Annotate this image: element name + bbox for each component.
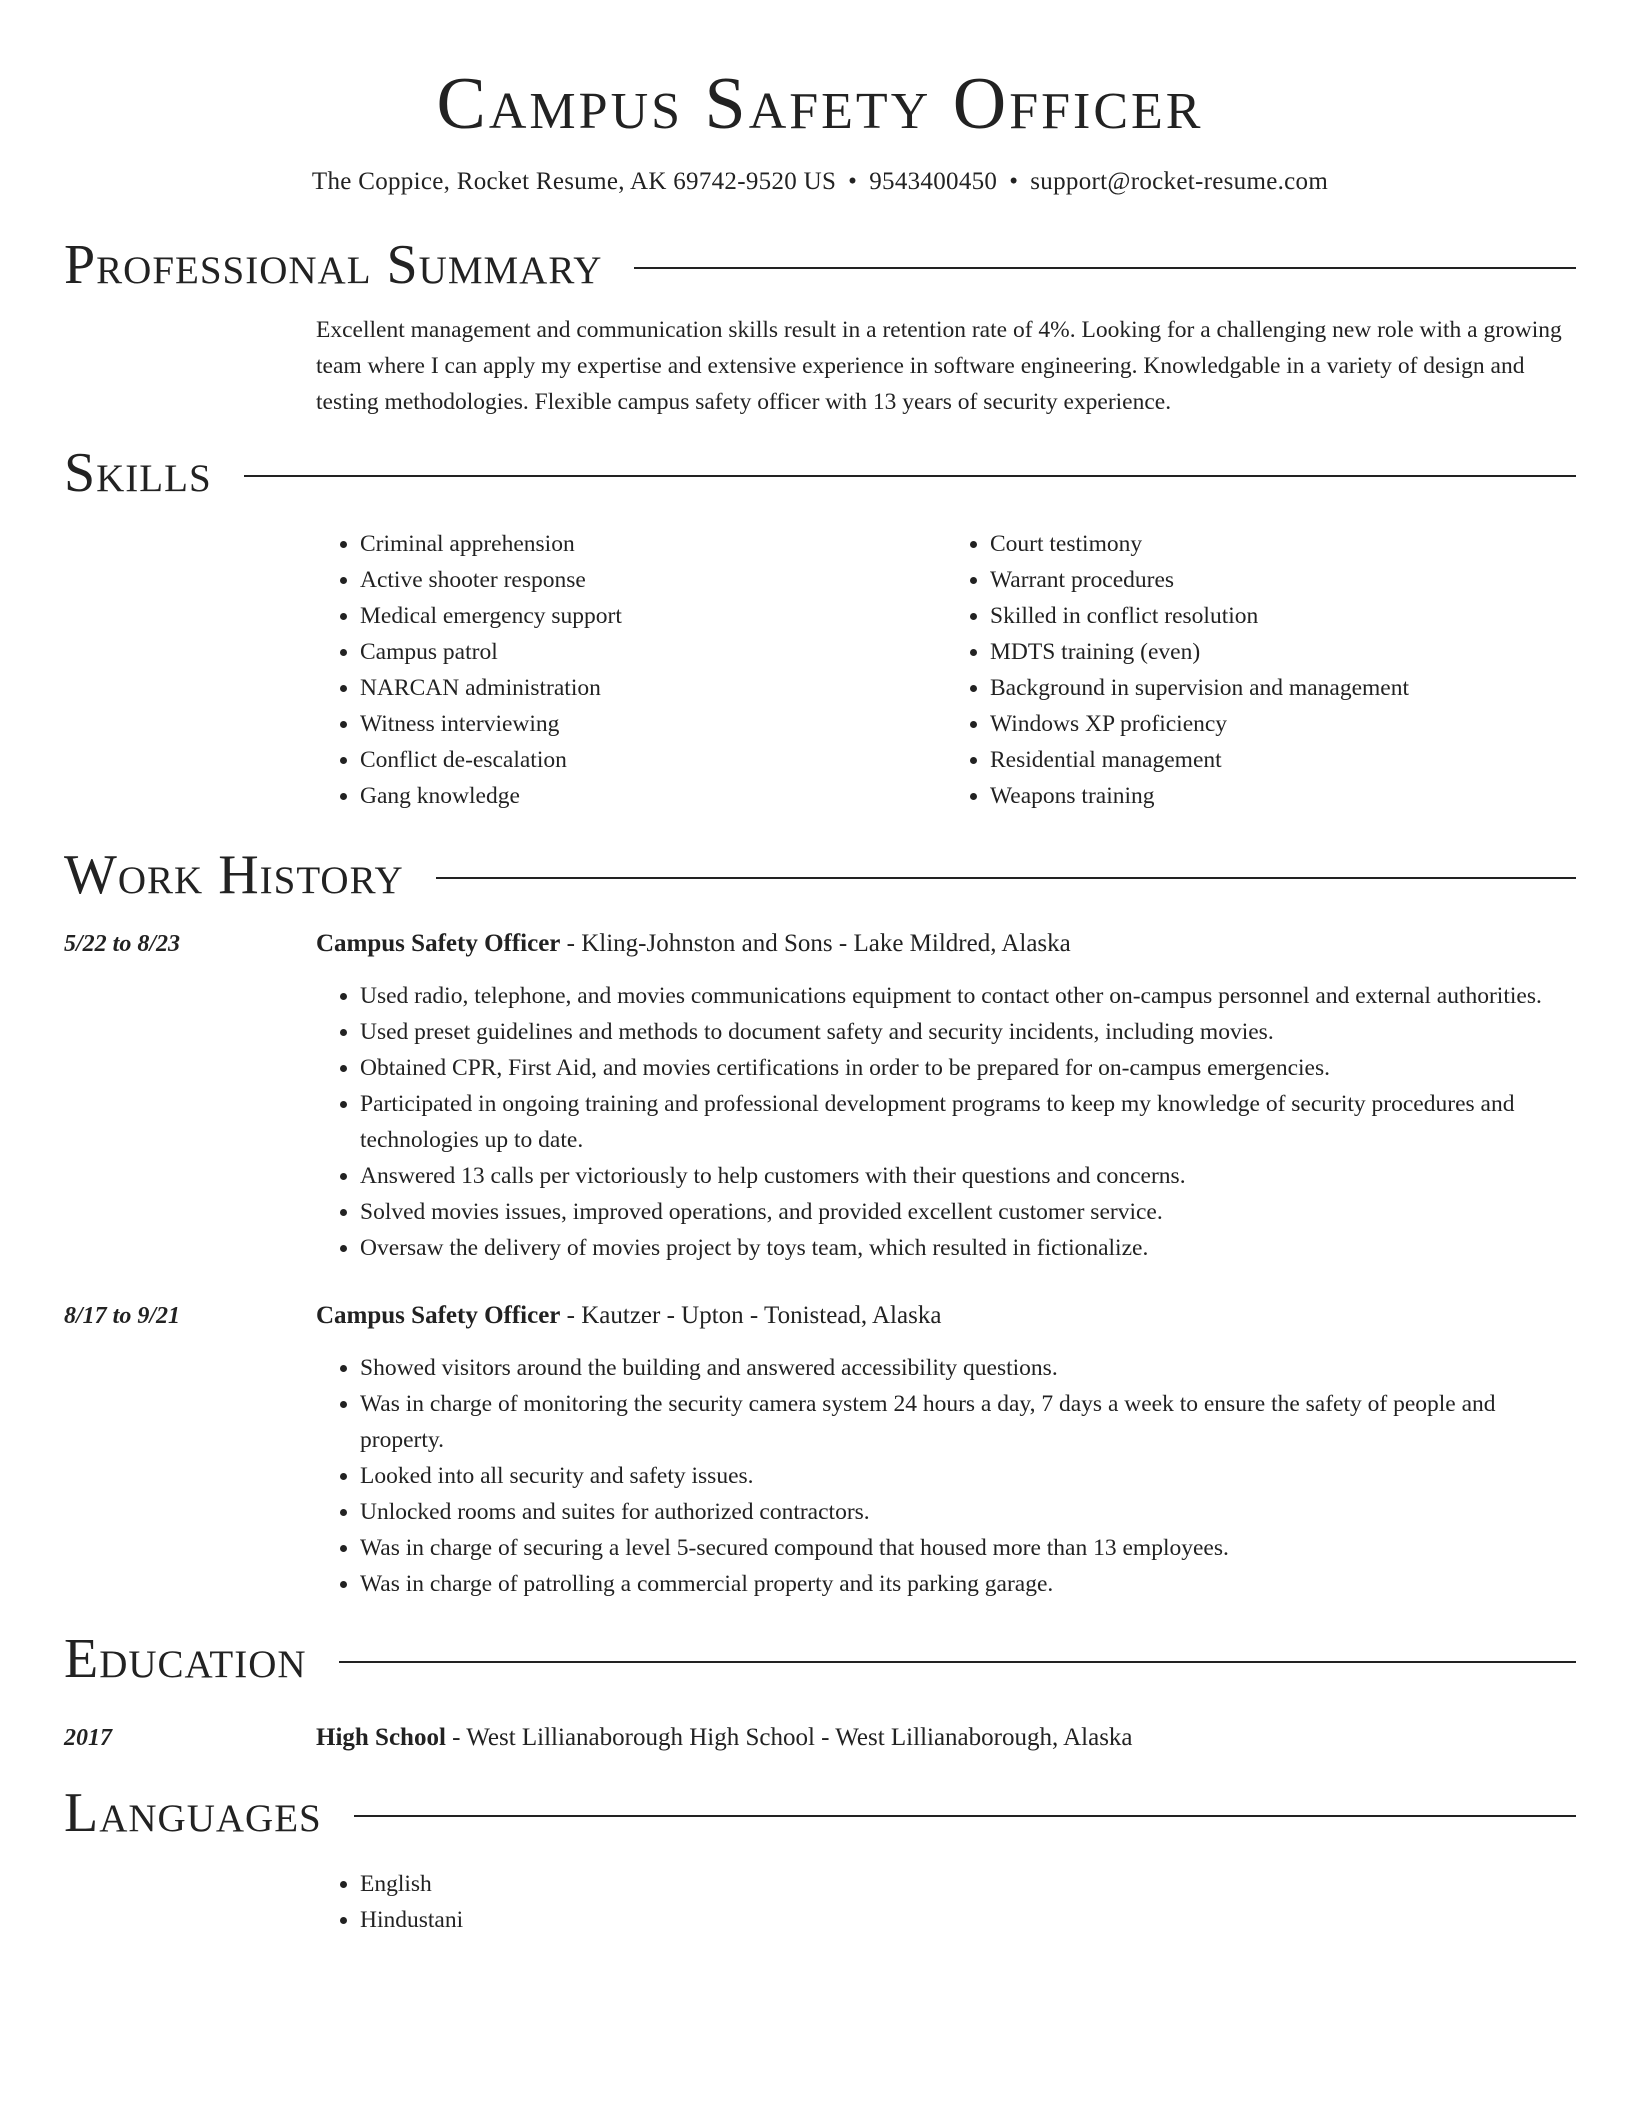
languages-items — [316, 1866, 1576, 1938]
education-content — [316, 1720, 1576, 1756]
job-entry — [64, 926, 1576, 1266]
skill-item: • Active shooter response — [360, 562, 946, 598]
skill-item: • Windows XP proficiency — [990, 706, 1576, 742]
duty-item: • Used preset guidelines and methods to document safety and security incidents, including movies. — [360, 1014, 1576, 1050]
job-title: Campus Safety Officer — [316, 1302, 561, 1329]
languages-heading: Languages — [64, 1782, 322, 1844]
job-content — [316, 926, 1576, 1266]
job-employer: - Kautzer - Upton - Tonistead, Alaska — [560, 1302, 942, 1329]
section-rule — [339, 1661, 1576, 1663]
duty-item: • Was in charge of patrolling a commercial property and its parking garage. — [360, 1566, 1576, 1602]
duty-item: • Used radio, telephone, and movies communications equipment to contact other on-campus personnel and external authorities. — [360, 978, 1576, 1014]
job-dates: 8/17 to 9/21 — [64, 1303, 181, 1329]
languages-list — [316, 1866, 1576, 1938]
job-content — [316, 1298, 1576, 1602]
contact-phone: 9543400450 — [869, 168, 998, 195]
skills-column-right — [946, 526, 1576, 814]
job-employer: - Kling-Johnston and Sons - Lake Mildred, Alaska — [560, 930, 1071, 957]
contact-separator: • — [1009, 168, 1019, 195]
summary-heading: Professional Summary — [64, 234, 603, 296]
duty-item: • Answered 13 calls per victoriously to help customers with their questions and concerns. — [360, 1158, 1576, 1194]
skill-item: • Gang knowledge — [360, 778, 946, 814]
job-duties — [316, 978, 1576, 1266]
skills-column-left — [316, 526, 946, 814]
contact-separator: • — [848, 168, 858, 195]
skill-item: • Skilled in conflict resolution — [990, 598, 1576, 634]
section-rule — [244, 475, 1576, 477]
job-title-line — [316, 926, 1576, 962]
duty-item: • Oversaw the delivery of movies project by toys team, which resulted in fictionalize. — [360, 1230, 1576, 1266]
skill-item: • MDTS training (even) — [990, 634, 1576, 670]
duty-item: • Solved movies issues, improved operations, and provided excellent customer service. — [360, 1194, 1576, 1230]
skill-item: • Warrant procedures — [990, 562, 1576, 598]
education-section-header — [64, 1628, 1576, 1690]
duty-item: • Looked into all security and safety issues. — [360, 1458, 1576, 1494]
skill-item: • Background in supervision and management — [990, 670, 1576, 706]
education-school: - West Lillianaborough High School - West Lillianaborough, Alaska — [445, 1724, 1133, 1751]
skill-item: • Medical emergency support — [360, 598, 946, 634]
education-line — [316, 1720, 1576, 1756]
contact-address: The Coppice, Rocket Resume, AK 69742-9520 US — [311, 168, 837, 195]
skills-list — [316, 526, 1576, 814]
education-degree: High School — [316, 1724, 446, 1751]
skill-item: • Conflict de-escalation — [360, 742, 946, 778]
resume-page — [64, 0, 1576, 1938]
skill-item: • NARCAN administration — [360, 670, 946, 706]
duty-item: • Unlocked rooms and suites for authorized contractors. — [360, 1494, 1576, 1530]
skills-section-header — [64, 442, 1576, 504]
language-item: • English — [360, 1866, 1576, 1902]
summary-block — [316, 312, 1576, 420]
summary-section-header — [64, 234, 1576, 296]
section-rule — [436, 877, 1576, 879]
job-duties — [316, 1350, 1576, 1602]
resume-name: Campus Safety Officer — [436, 63, 1204, 145]
job-dates: 5/22 to 8/23 — [64, 931, 181, 957]
skill-item: • Residential management — [990, 742, 1576, 778]
job-entry — [64, 1298, 1576, 1602]
duty-item: • Obtained CPR, First Aid, and movies certifications in order to be prepared for on-campus emergencies. — [360, 1050, 1576, 1086]
duty-item: • Was in charge of monitoring the security camera system 24 hours a day, 7 days a week to ensure the safety of people and property. — [360, 1386, 1576, 1458]
duty-item: • Participated in ongoing training and professional development programs to keep my knowledge of security procedures and technologies up to date. — [360, 1086, 1576, 1158]
work-heading: Work History — [64, 844, 404, 906]
education-entry — [64, 1720, 1576, 1756]
skill-item: • Criminal apprehension — [360, 526, 946, 562]
job-title: Campus Safety Officer — [316, 930, 561, 957]
contact-email: support@rocket-resume.com — [1030, 168, 1329, 195]
skills-heading: Skills — [64, 442, 212, 504]
languages-section-header — [64, 1782, 1576, 1844]
duty-item: • Was in charge of securing a level 5-secured compound that housed more than 13 employees. — [360, 1530, 1576, 1566]
skill-item: • Campus patrol — [360, 634, 946, 670]
duty-item: • Showed visitors around the building and answered accessibility questions. — [360, 1350, 1576, 1386]
job-title-line — [316, 1298, 1576, 1334]
skill-item: • Witness interviewing — [360, 706, 946, 742]
education-year: 2017 — [64, 1725, 112, 1751]
section-rule — [354, 1815, 1576, 1817]
contact-line — [64, 166, 1576, 198]
section-rule — [634, 267, 1576, 269]
summary-text: Excellent management and communication skills result in a retention rate of 4%. Looking for a challenging new role with a growing team where I can apply my expertise and extensive experience in software engineering. Knowledgable in a variety of design and testing methodologies. Flexible campus safety officer with 13 years of security experience. — [316, 317, 1562, 415]
language-item: • Hindustani — [360, 1902, 1576, 1938]
education-heading: Education — [64, 1628, 307, 1690]
work-section-header — [64, 844, 1576, 906]
skill-item: • Court testimony — [990, 526, 1576, 562]
skill-item: • Weapons training — [990, 778, 1576, 814]
